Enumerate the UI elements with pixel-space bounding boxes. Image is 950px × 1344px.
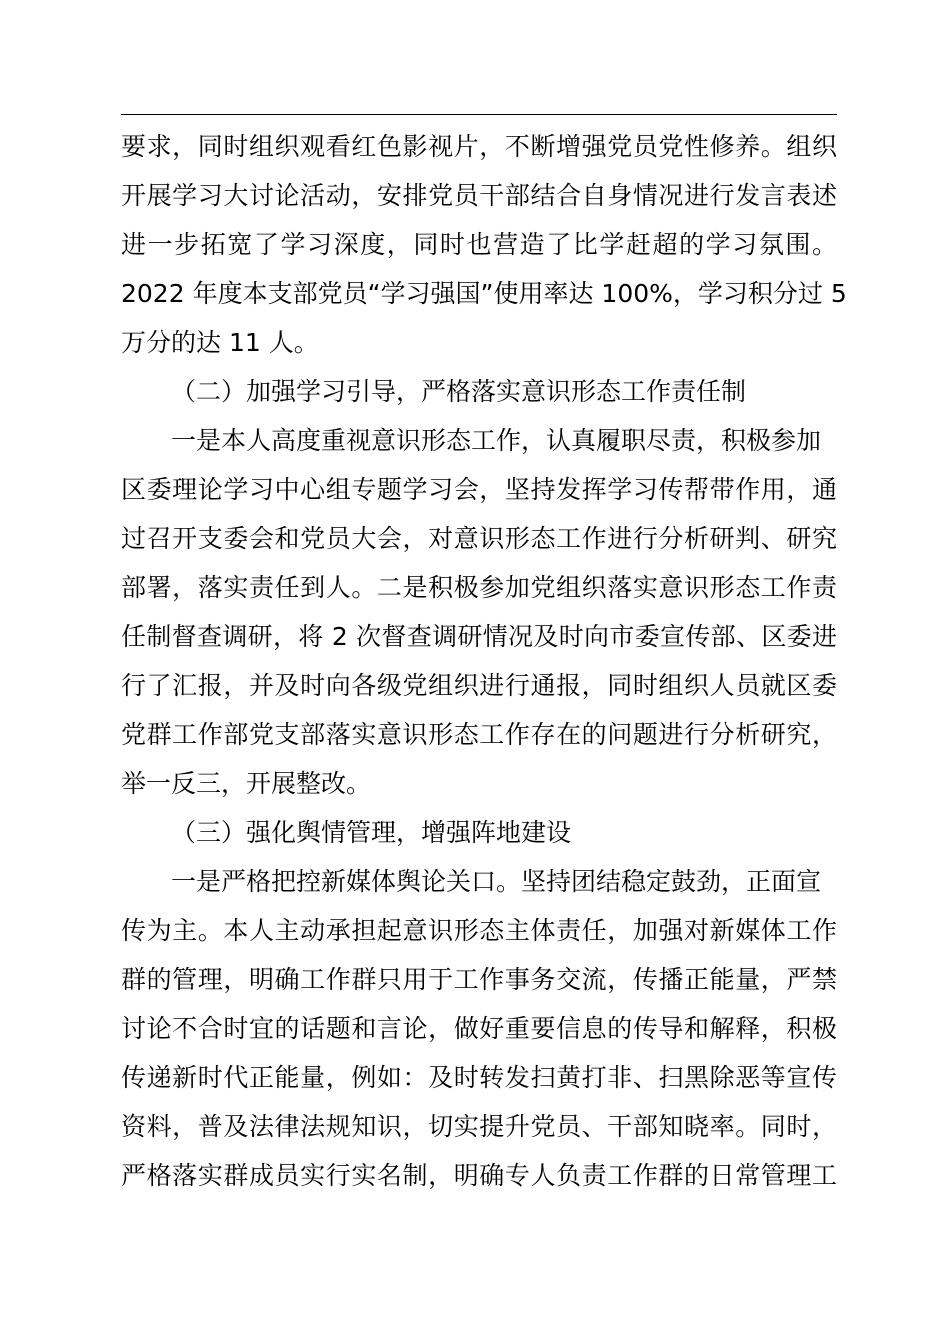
paragraph-line: 严格落实群成员实行实名制，明确专人负责工作群的日常管理工	[121, 1161, 837, 1190]
paragraph-line: 进一步拓宽了学习深度，同时也营造了比学赶超的学习氛围。	[121, 230, 837, 259]
paragraph-line: 传为主。本人主动承担起意识形态主体责任，加强对新媒体工作	[121, 916, 837, 945]
paragraph-line: 群的管理，明确工作群只用于工作事务交流，传播正能量，严禁	[121, 965, 837, 994]
paragraph-line: 一是严格把控新媒体舆论关口。坚持团结稳定鼓劲，正面宣	[171, 867, 822, 896]
paragraph-line: 党群工作部党支部落实意识形态工作存在的问题进行分析研究，	[121, 720, 837, 749]
paragraph-line: 部署，落实责任到人。二是积极参加党组织落实意识形态工作责	[121, 573, 837, 602]
paragraph-line: 万分的达 11 人。	[121, 328, 319, 357]
section-heading: （二）加强学习引导，严格落实意识形态工作责任制	[171, 377, 747, 406]
paragraph-line: 区委理论学习中心组专题学习会，坚持发挥学习传帮带作用，通	[121, 475, 837, 504]
paragraph-line: 2022 年度本支部党员“学习强国”使用率达 100%，学习积分过 5	[121, 279, 847, 308]
document-body	[121, 122, 847, 1200]
paragraph-line: 要求，同时组织观看红色影视片，不断增强党员党性修养。组织	[121, 132, 837, 161]
paragraph-line: 过召开支委会和党员大会，对意识形态工作进行分析研判、研究	[121, 524, 837, 553]
paragraph-line: 传递新时代正能量，例如：及时转发扫黄打非、扫黑除恶等宣传	[121, 1063, 837, 1092]
paragraph-line: 行了汇报，并及时向各级党组织进行通报，同时组织人员就区委	[121, 671, 837, 700]
paragraph-line: 任制督查调研，将 2 次督查调研情况及时向市委宣传部、区委进	[121, 622, 837, 651]
paragraph-line: 举一反三，开展整改。	[121, 769, 372, 798]
paragraph-line: 开展学习大讨论活动，安排党员干部结合自身情况进行发言表述	[121, 181, 837, 210]
paragraph-line: 资料，普及法律法规知识，切实提升党员、干部知晓率。同时，	[121, 1112, 837, 1141]
header-rule	[121, 114, 837, 115]
paragraph-line: 讨论不合时宜的话题和言论，做好重要信息的传导和解释，积极	[121, 1014, 837, 1043]
paragraph-line: 一是本人高度重视意识形态工作，认真履职尽责，积极参加	[171, 426, 822, 455]
section-heading: （三）强化舆情管理，增强阵地建设	[171, 818, 572, 847]
